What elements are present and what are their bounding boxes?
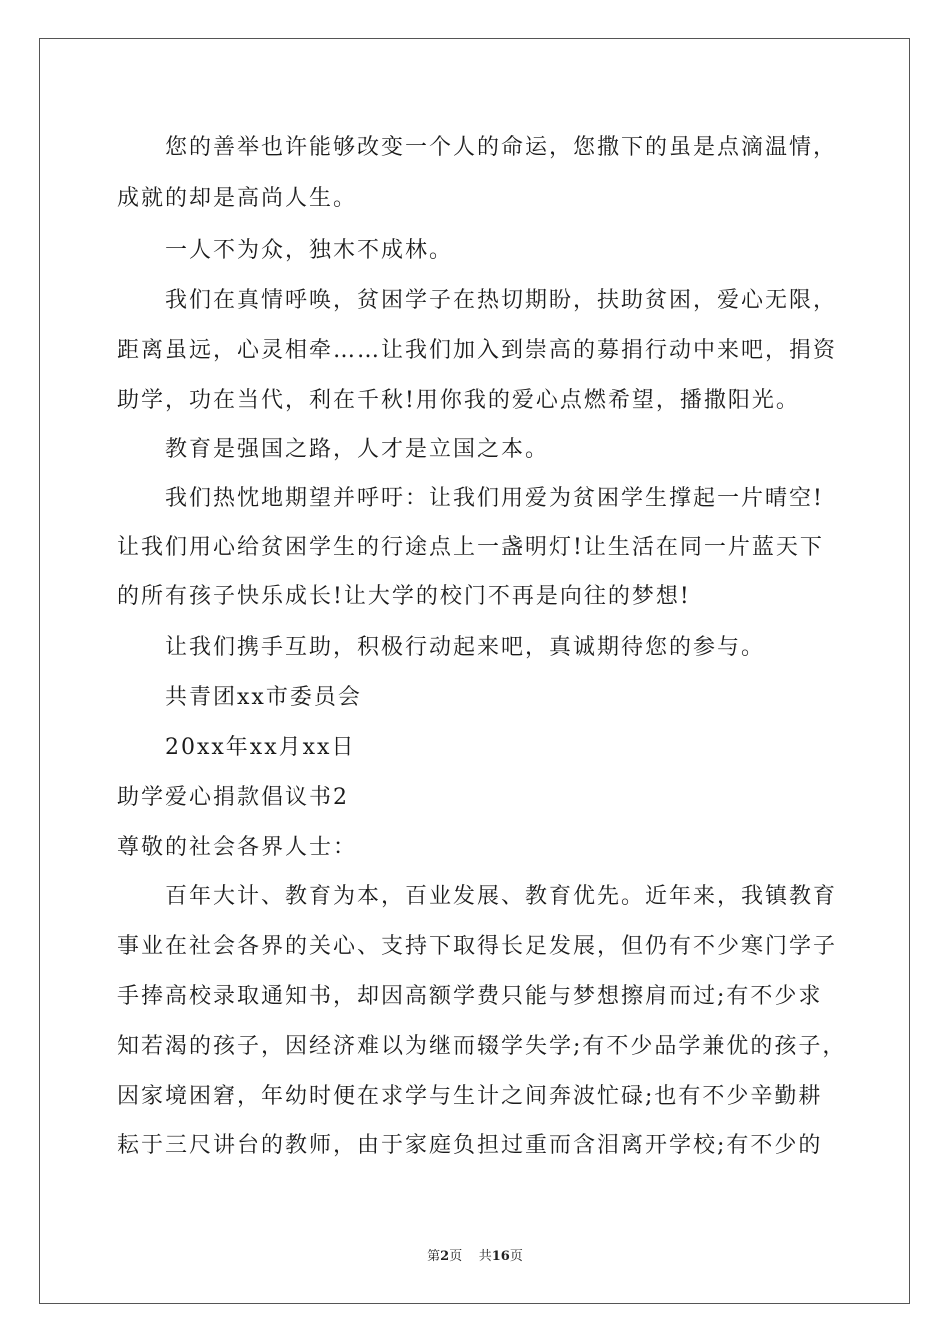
paragraph-line: 我们在真情呼唤，贫困学子在热切期盼，扶助贫困，爱心无限， (165, 288, 838, 313)
paragraph-line: 因家境困窘，年幼时便在求学与生计之间奔波忙碌;也有不少辛勤耕 (117, 1084, 823, 1109)
paragraph-line: 您的善举也许能够改变一个人的命运，您撒下的虽是点滴温情， (165, 135, 838, 160)
total-prefix: 共 (478, 1249, 492, 1264)
paragraph-line: 百年大计、教育为本，百业发展、教育优先。近年来，我镇教育 (165, 884, 838, 909)
page-frame (39, 38, 910, 1304)
paragraph-line: 助学，功在当代，利在千秋!用你我的爱心点燃希望，播撒阳光。 (117, 388, 800, 413)
paragraph-line: 我们热忱地期望并呼吁：让我们用爱为贫困学生撑起一片晴空! (165, 486, 824, 511)
paragraph-line: 知若渴的孩子，因经济难以为继而辍学失学;有不少品学兼优的孩子， (117, 1034, 847, 1059)
paragraph-line: 一人不为众，独木不成林。 (165, 238, 454, 263)
page-current: 2 (440, 1249, 450, 1264)
paragraph-line: 耘于三尺讲台的教师，由于家庭负担过重而含泪离开学校;有不少的 (117, 1133, 823, 1158)
paragraph-line: 的所有孩子快乐成长!让大学的校门不再是向往的梦想! (117, 584, 691, 609)
section-title: 助学爱心捐款倡议书2 (117, 785, 349, 810)
paragraph-line: 让我们用心给贫困学生的行途点上一盏明灯!让生活在同一片蓝天下 (117, 535, 824, 560)
paragraph-line: 事业在社会各界的关心、支持下取得长足发展，但仍有不少寒门学子 (117, 934, 838, 959)
paragraph-line: 距离虽远，心灵相牵……让我们加入到崇高的募捐行动中来吧，捐资 (117, 338, 838, 363)
page-prefix: 第 (427, 1249, 441, 1264)
signature-organization: 共青团xx市委员会 (165, 685, 362, 710)
paragraph-line: 让我们携手互助，积极行动起来吧，真诚期待您的参与。 (165, 635, 766, 660)
signature-date: 20xx年xx月xx日 (165, 735, 356, 760)
page-unit: 页 (449, 1249, 463, 1264)
paragraph-line: 教育是强国之路，人才是立国之本。 (165, 437, 550, 462)
page-footer (0, 1247, 950, 1267)
paragraph-line: 手捧高校录取通知书，却因高额学费只能与梦想擦肩而过;有不少求 (117, 984, 823, 1009)
salutation: 尊敬的社会各界人士： (117, 835, 358, 860)
total-unit: 页 (509, 1249, 523, 1264)
page-total: 16 (491, 1249, 510, 1264)
paragraph-line: 成就的却是高尚人生。 (117, 186, 358, 211)
